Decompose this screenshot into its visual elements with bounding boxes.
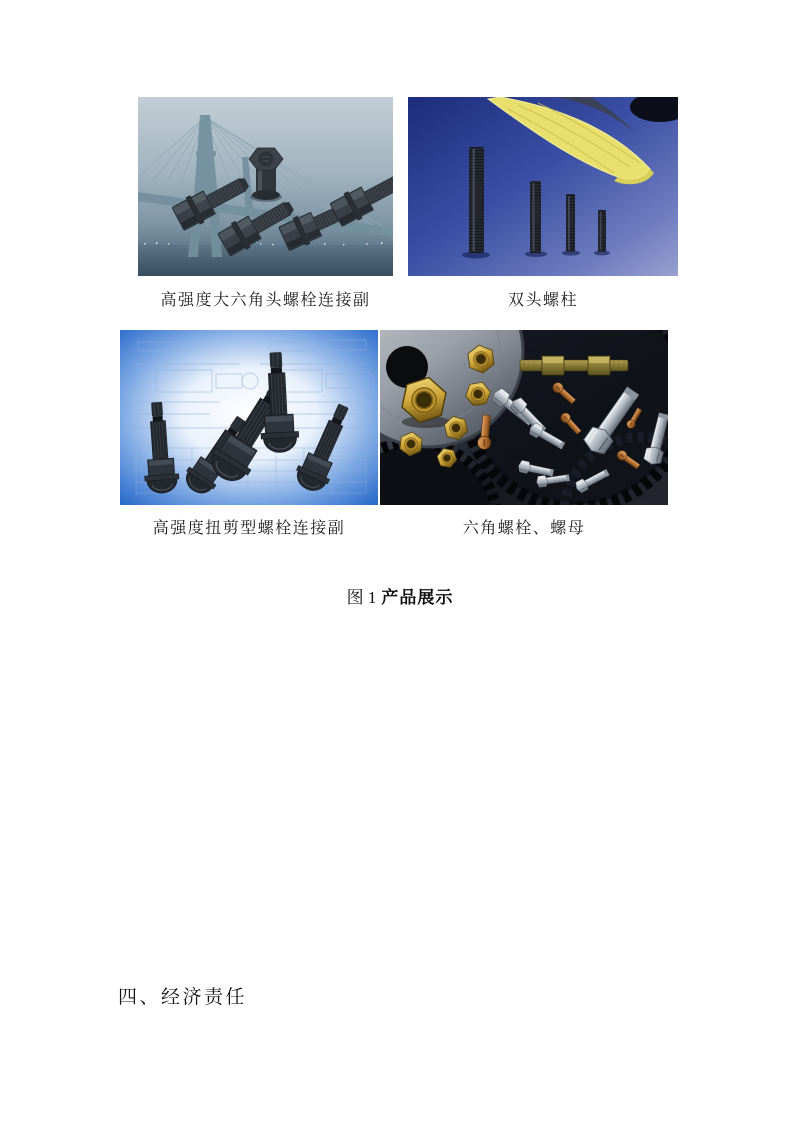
bridge-hex-bolts-art (138, 97, 393, 276)
photo-bridge-hex-bolts (138, 97, 393, 276)
studs-feather-art (408, 97, 678, 276)
product-caption-hex-bolts-nuts: 六角螺栓、螺母 (462, 520, 586, 537)
figure-caption (0, 583, 800, 608)
section-heading: 四、经济责任 (118, 987, 248, 1008)
gears-nuts-bolts-art (380, 330, 668, 505)
stud-4 (598, 210, 606, 252)
product-caption-torsion-bolt-set: 高强度扭剪型螺栓连接副 (152, 520, 346, 537)
torsion-bolts-art (120, 330, 378, 505)
photo-gears-nuts-bolts (380, 330, 668, 505)
photo-torsion-bolts-blueprint (120, 330, 378, 505)
product-caption-double-end-studs: 双头螺柱 (507, 292, 578, 309)
stud-3 (566, 194, 575, 252)
figure-number: 图 1 (346, 588, 377, 607)
product-caption-hex-bolt-set: 高强度大六角头螺栓连接副 (160, 292, 371, 309)
stud-1 (469, 147, 484, 253)
photo-studs-feather (408, 97, 678, 276)
stud-2 (530, 181, 541, 253)
figure-title: 产品展示 (381, 588, 454, 607)
